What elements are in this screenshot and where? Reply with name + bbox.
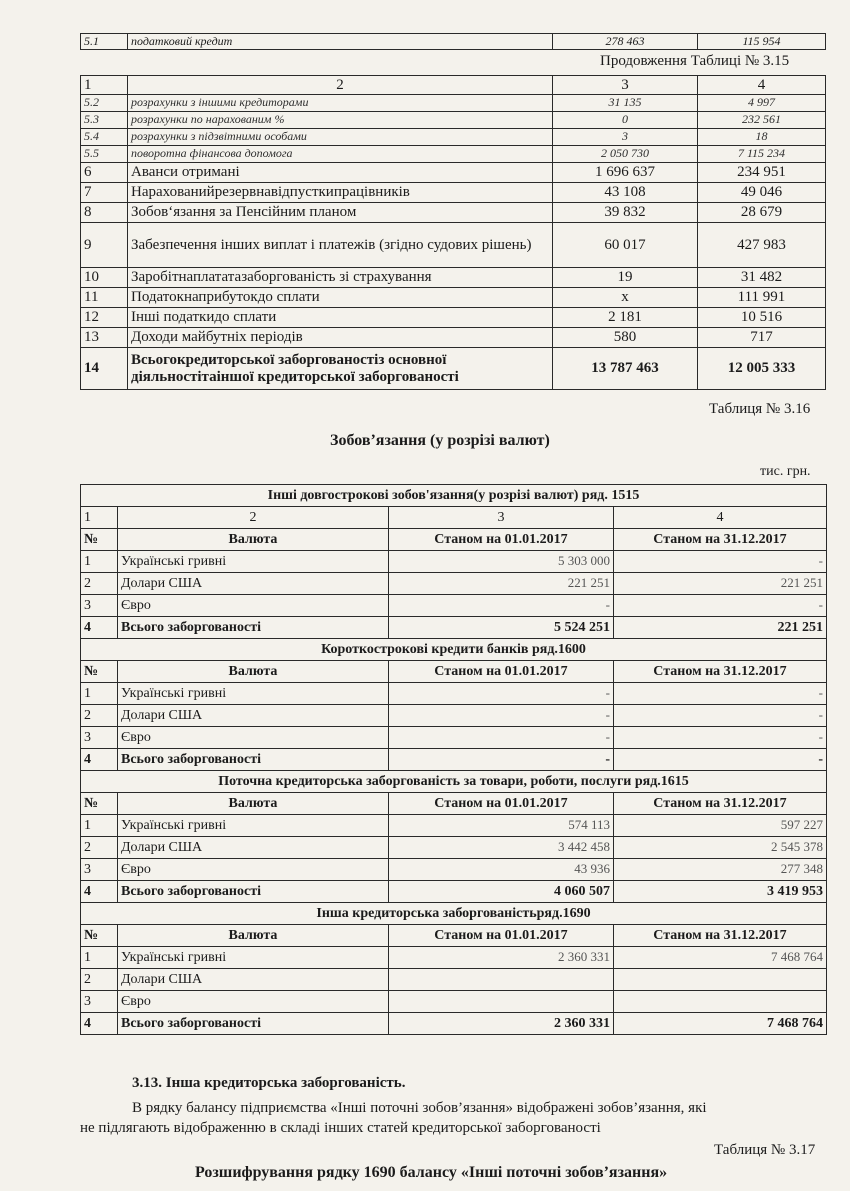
row-number: 13 <box>81 328 128 348</box>
total-row <box>81 881 827 903</box>
row-label: поворотна фінансова допомога <box>128 146 553 163</box>
section-title: Поточна кредиторська заборгованість за товари, роботи, послуги ряд.1615 <box>81 771 827 793</box>
row-label: Забезпечення інших виплат і платежів (згідно судових рішень) <box>128 223 553 268</box>
row-number: 4 <box>81 617 118 639</box>
value-end: - <box>614 705 827 727</box>
currency-label: Долари США <box>118 705 389 727</box>
row-label: розрахунки з підзвітними особами <box>128 129 553 146</box>
row-value-2017: 2 181 <box>553 308 698 328</box>
currency-label: Українські гривні <box>118 947 389 969</box>
header-start-date: Станом на 01.01.2017 <box>389 661 614 683</box>
column-index-1: 1 <box>81 507 118 529</box>
header-number: № <box>81 925 118 947</box>
header-start-date: Станом на 01.01.2017 <box>389 925 614 947</box>
header-currency: Валюта <box>118 793 389 815</box>
row-label: Заробітнаплататазаборгованість зі страхування <box>128 268 553 288</box>
row-value-2016: 115 954 <box>698 34 826 50</box>
section-paragraph-line-2: не підлягають відображенню в складі інших статей кредиторської заборгованості <box>80 1120 601 1136</box>
value-end: - <box>614 595 827 617</box>
row-number: 8 <box>81 203 128 223</box>
table-row <box>81 112 826 129</box>
currency-label: Всього заборгованості <box>118 749 389 771</box>
table-row <box>81 705 827 727</box>
row-number: 5.2 <box>81 95 128 112</box>
row-number: 5.5 <box>81 146 128 163</box>
value-start: - <box>389 683 614 705</box>
table-row <box>81 859 827 881</box>
column-index-4: 4 <box>614 507 827 529</box>
table-3-16-caption: Таблиця № 3.16 <box>709 401 811 417</box>
currency-label: Українські гривні <box>118 683 389 705</box>
column-index-4: 4 <box>698 76 826 95</box>
header-number: № <box>81 793 118 815</box>
value-start: - <box>389 595 614 617</box>
row-number: 3 <box>81 859 118 881</box>
row-value-2016: 7 115 234 <box>698 146 826 163</box>
value-end: 221 251 <box>614 617 827 639</box>
table-3-16 <box>80 484 827 1035</box>
table-3-17-caption: Таблиця № 3.17 <box>714 1142 816 1158</box>
currency-label: Долари США <box>118 573 389 595</box>
header-start-date: Станом на 01.01.2017 <box>389 793 614 815</box>
value-start: 3 442 458 <box>389 837 614 859</box>
row-number: 1 <box>81 683 118 705</box>
section-title-row <box>81 903 827 925</box>
currency-label: Всього заборгованості <box>118 881 389 903</box>
row-value-2016: 234 951 <box>698 163 826 183</box>
table-3-15-carryover <box>80 33 826 50</box>
row-value-2017: 3 <box>553 129 698 146</box>
table-row <box>81 268 826 288</box>
row-number: 6 <box>81 163 128 183</box>
currency-label: Євро <box>118 859 389 881</box>
column-header-row <box>81 661 827 683</box>
value-end: - <box>614 727 827 749</box>
currency-label: Всього заборгованості <box>118 1013 389 1035</box>
row-value-2016: 28 679 <box>698 203 826 223</box>
table-row <box>81 595 827 617</box>
row-number: 7 <box>81 183 128 203</box>
value-start: 221 251 <box>389 573 614 595</box>
header-end-date: Станом на 31.12.2017 <box>614 793 827 815</box>
header-end-date: Станом на 31.12.2017 <box>614 529 827 551</box>
row-value-2016: 111 991 <box>698 288 826 308</box>
section-title-row <box>81 639 827 661</box>
value-start: 5 524 251 <box>389 617 614 639</box>
row-label: розрахунки з іншими кредиторами <box>128 95 553 112</box>
table-row <box>81 683 827 705</box>
value-start: 2 360 331 <box>389 947 614 969</box>
value-end: 7 468 764 <box>614 947 827 969</box>
table-row <box>81 727 827 749</box>
value-end: 277 348 <box>614 859 827 881</box>
row-value-2016: 31 482 <box>698 268 826 288</box>
row-number: 4 <box>81 1013 118 1035</box>
row-label: розрахунки по нарахованим % <box>128 112 553 129</box>
row-label: Нарахованийрезервнавідпусткипрацівників <box>128 183 553 203</box>
row-number: 11 <box>81 288 128 308</box>
table-row <box>81 163 826 183</box>
table-row <box>81 95 826 112</box>
value-end: 221 251 <box>614 573 827 595</box>
row-value-2016: 18 <box>698 129 826 146</box>
currency-label: Долари США <box>118 837 389 859</box>
row-number: 1 <box>81 815 118 837</box>
value-end <box>614 969 827 991</box>
row-value-2017: 39 832 <box>553 203 698 223</box>
row-value-2016: 12 005 333 <box>698 348 826 390</box>
value-end: - <box>614 683 827 705</box>
table-row <box>81 146 826 163</box>
value-start: 574 113 <box>389 815 614 837</box>
row-number: 9 <box>81 223 128 268</box>
column-index-2: 2 <box>118 507 389 529</box>
table-3-15 <box>80 75 826 390</box>
table-row <box>81 183 826 203</box>
row-label: Доходи майбутніх періодів <box>128 328 553 348</box>
row-value-2017: 1 696 637 <box>553 163 698 183</box>
header-currency: Валюта <box>118 925 389 947</box>
column-index-3: 3 <box>389 507 614 529</box>
continuation-caption: Продовження Таблиці № 3.15 <box>600 53 790 69</box>
value-start: - <box>389 749 614 771</box>
section-title: Короткострокові кредити банків ряд.1600 <box>81 639 827 661</box>
total-row <box>81 617 827 639</box>
value-start: 43 936 <box>389 859 614 881</box>
table-3-17-title: Розшифрування рядку 1690 балансу «Інші поточні зобов’язання» <box>195 1164 668 1181</box>
row-number: 10 <box>81 268 128 288</box>
row-label: податковий кредит <box>128 34 553 50</box>
currency-label: Євро <box>118 727 389 749</box>
table-row <box>81 991 827 1013</box>
table-row <box>81 308 826 328</box>
currency-label: Долари США <box>118 969 389 991</box>
row-value-2017: 43 108 <box>553 183 698 203</box>
currency-label: Всього заборгованості <box>118 617 389 639</box>
row-number: 5.4 <box>81 129 128 146</box>
units-label: тис. грн. <box>760 464 811 479</box>
row-label: Аванси отримані <box>128 163 553 183</box>
row-value-2017: 0 <box>553 112 698 129</box>
column-index-2: 2 <box>128 76 553 95</box>
value-end: 7 468 764 <box>614 1013 827 1035</box>
table-row <box>81 348 826 390</box>
row-value-2016: 717 <box>698 328 826 348</box>
row-number: 14 <box>81 348 128 390</box>
currency-label: Євро <box>118 595 389 617</box>
row-value-2016: 427 983 <box>698 223 826 268</box>
row-number: 3 <box>81 727 118 749</box>
row-number: 12 <box>81 308 128 328</box>
column-index-row <box>81 507 827 529</box>
section-title-row <box>81 771 827 793</box>
header-start-date: Станом на 01.01.2017 <box>389 529 614 551</box>
column-index-1: 1 <box>81 76 128 95</box>
table-row <box>81 815 827 837</box>
column-header-row <box>81 529 827 551</box>
table-row <box>81 837 827 859</box>
row-value-2016: 232 561 <box>698 112 826 129</box>
table-row <box>81 328 826 348</box>
row-number: 4 <box>81 749 118 771</box>
column-header-row <box>81 793 827 815</box>
total-row <box>81 749 827 771</box>
value-start: 4 060 507 <box>389 881 614 903</box>
column-index-3: 3 <box>553 76 698 95</box>
currency-label: Українські гривні <box>118 551 389 573</box>
table-3-16-title: Зобов’язання (у розрізі валют) <box>330 432 550 449</box>
table-row <box>81 203 826 223</box>
row-label: Зобов‘язання за Пенсійним планом <box>128 203 553 223</box>
row-value-2017: 31 135 <box>553 95 698 112</box>
value-end: 597 227 <box>614 815 827 837</box>
column-header-row <box>81 925 827 947</box>
table-header-row <box>81 76 826 95</box>
row-label: Всьогокредиторської заборгованостіз основної діяльностітаіншої кредиторської заборгованості <box>128 348 553 390</box>
currency-label: Євро <box>118 991 389 1013</box>
row-value-2016: 10 516 <box>698 308 826 328</box>
section-title: Інші довгострокові зобов'язання(у розрізі валют) ряд. 1515 <box>81 485 827 507</box>
table-row <box>81 288 826 308</box>
value-end: - <box>614 551 827 573</box>
value-start: - <box>389 705 614 727</box>
row-number: 3 <box>81 595 118 617</box>
header-end-date: Станом на 31.12.2017 <box>614 661 827 683</box>
row-value-2017: 278 463 <box>553 34 698 50</box>
table-row <box>81 969 827 991</box>
row-value-2017: 13 787 463 <box>553 348 698 390</box>
row-number: 2 <box>81 837 118 859</box>
row-value-2017: x <box>553 288 698 308</box>
value-start <box>389 991 614 1013</box>
row-number: 4 <box>81 881 118 903</box>
row-label: Інші податкидо сплати <box>128 308 553 328</box>
table-row <box>81 947 827 969</box>
section-heading: 3.13. Інша кредиторська заборгованість. <box>132 1075 406 1091</box>
table-row <box>81 34 826 50</box>
row-label: Податокнаприбутокдо сплати <box>128 288 553 308</box>
table-row <box>81 573 827 595</box>
row-value-2017: 580 <box>553 328 698 348</box>
table-row <box>81 223 826 268</box>
header-currency: Валюта <box>118 529 389 551</box>
row-value-2017: 19 <box>553 268 698 288</box>
row-number: 5.1 <box>81 34 128 50</box>
header-end-date: Станом на 31.12.2017 <box>614 925 827 947</box>
row-value-2017: 2 050 730 <box>553 146 698 163</box>
row-number: 1 <box>81 947 118 969</box>
section-title-row <box>81 485 827 507</box>
value-start: - <box>389 727 614 749</box>
value-start: 5 303 000 <box>389 551 614 573</box>
header-number: № <box>81 661 118 683</box>
row-value-2016: 49 046 <box>698 183 826 203</box>
row-number: 1 <box>81 551 118 573</box>
row-value-2016: 4 997 <box>698 95 826 112</box>
row-number: 2 <box>81 969 118 991</box>
value-start: 2 360 331 <box>389 1013 614 1035</box>
header-number: № <box>81 529 118 551</box>
value-end: 3 419 953 <box>614 881 827 903</box>
value-end <box>614 991 827 1013</box>
value-end: 2 545 378 <box>614 837 827 859</box>
row-number: 5.3 <box>81 112 128 129</box>
table-row <box>81 129 826 146</box>
value-start <box>389 969 614 991</box>
row-number: 3 <box>81 991 118 1013</box>
currency-label: Українські гривні <box>118 815 389 837</box>
row-number: 2 <box>81 573 118 595</box>
section-paragraph-line-1: В рядку балансу підприємства «Інші поточні зобов’язання» відображені зобов’язання, які <box>132 1100 707 1116</box>
row-value-2017: 60 017 <box>553 223 698 268</box>
value-end: - <box>614 749 827 771</box>
header-currency: Валюта <box>118 661 389 683</box>
row-number: 2 <box>81 705 118 727</box>
section-title: Інша кредиторська заборгованістьряд.1690 <box>81 903 827 925</box>
total-row <box>81 1013 827 1035</box>
table-row <box>81 551 827 573</box>
